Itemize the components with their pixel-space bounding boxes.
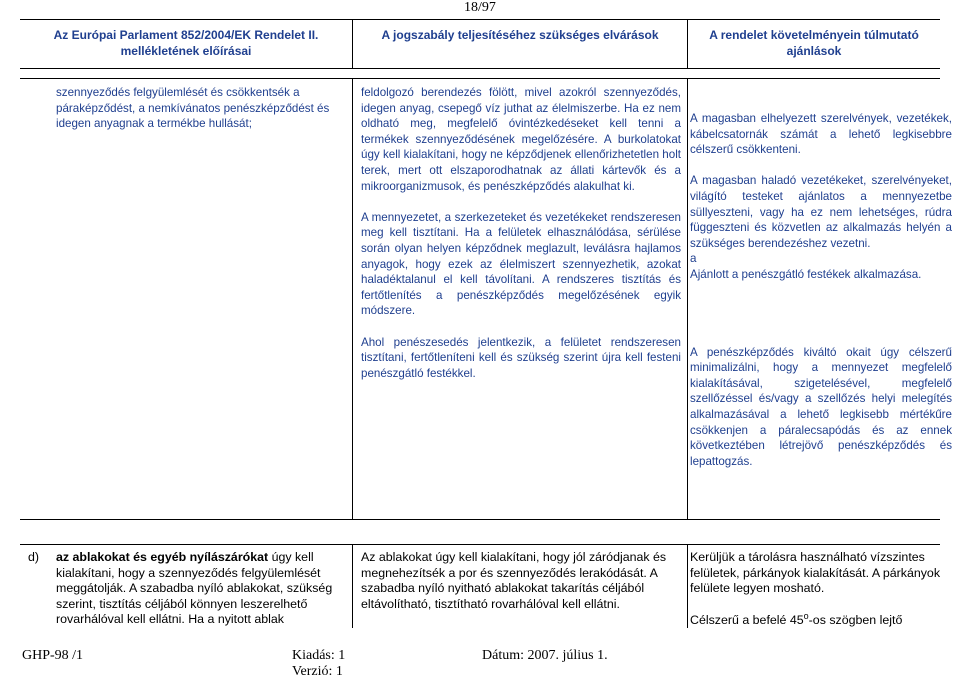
header-top-border (20, 19, 940, 20)
row1-bottom-border (20, 519, 940, 520)
footer-datum: Dátum: 2007. július 1. (482, 648, 608, 663)
row2-recommendations-p1: Kerüljük a tárolásra használható vízszintes felületek, párkányok kialakítását. A párkányok felülete legyen mosható. (690, 550, 941, 596)
row1-recommendations-p4: Ajánlott a penészgátló festékek alkalmazása. (690, 267, 922, 281)
row1-regulation-text: szennyeződés felgyülemlését és csökkentsék a páraképződést, a nemkívánatos penészképződést és idegen anyagnak a termékbe hullását; (56, 86, 330, 131)
row2-recommendations (690, 550, 952, 629)
header-col-expectations: A jogszabály teljesítéséhez szükséges elvárások (381, 28, 659, 42)
row1-expectations-p2: A mennyezetet, a szerkezeteket és vezetékeket rendszeresen meg kell tisztítani. Ha a felületek elhasználódása, sérülése során olyan helyen képződnek meglazult, leválásra hajlamos anyagok, hogy ezek az élelmiszert szennyezhetik, azokat haladéktalanul el kell távolítani. A rendszeres tisztítás és fertőtlenítés a penészképződés megelőzésének egyik módszere. (361, 210, 681, 318)
row2-recommendations-p2: Célszerű a befelé 45$^o$-os szögben lejtő (690, 610, 903, 627)
header-bottom-border (20, 68, 940, 69)
footer-kiadas: Kiadás: 1 (292, 648, 346, 663)
page-number: 18/97 (464, 0, 496, 15)
footer-verzio: Verzió: 1 (292, 664, 343, 679)
header-divider-1 (352, 19, 353, 68)
row2-expectations: Az ablakokat úgy kell kialakítani, hogy jól záródjanak és megnehezítsék a por és szennyeződés lerakódását. A szabadba nyíló nyitható ablakokat takarítás céljából eltávolítható, tisztítható rovarhálóval kell ellátni. (361, 550, 667, 611)
row2-regulation-text (56, 550, 348, 628)
row2-divider-2 (687, 544, 688, 628)
footer-doc-id: GHP-98 /1 (22, 648, 84, 663)
header-col-regulation: Az Európai Parlament 852/2004/EK Rendelet II. mellékletének előírásai (53, 28, 319, 58)
row1-expectations (361, 85, 681, 381)
row1-recommendations (690, 111, 952, 469)
row1-divider-2 (687, 78, 688, 519)
row1-top-border (20, 78, 940, 79)
header-divider-2 (687, 19, 688, 68)
row2-divider-1 (352, 544, 353, 628)
row1-recommendations-p2: A magasban haladó vezetékeket, szerelvényeket, világító testeket ajánlatos a mennyezetbe süllyeszteni, vagy ha ez nem lehetséges, rúdra függeszteni és közvetlen az alkalmazás helyén a szükséges berendezéshez vezetni. (690, 174, 952, 250)
row1-recommendations-p3: a (690, 252, 697, 266)
header-col-recommendations: A rendelet követelményein túlmutató ajánlások (709, 28, 919, 58)
row1-expectations-p1: feldolgozó berendezés fölött, mivel azokról szennyeződés, idegen anyag, csepegő víz juthat az élelmiszerbe. Ha ez nem oldható meg, megfelelő óvintézkedéseket kell tenni a termékek szennyeződésének megelőzésére. A burkolatokat úgy kell kialakítani, hogy ne képződjenek ellenőrizhetetlen holt terek, mert ott elszaporodhatnak az állati kártevők és a mikroorganizmusok, és penészképződés alakulhat ki. (361, 86, 681, 193)
row1-expectations-p3: Ahol penészesedés jelentkezik, a felületet rendszeresen tisztítani, fertőtleníteni kell és szükség szerint újra kell festeni penészgátló festékkel. (361, 335, 681, 380)
row2-bold-subject: az ablakokat és egyéb nyílászárókat (56, 550, 269, 564)
row1-recommendations-p1: A magasban elhelyezett szerelvények, vezetékek, kábelcsatornák számát a lehető legkisebbre célszerű csökkenteni. (690, 112, 952, 157)
row1-recommendations-p5: A penészképződés kiváltó okait úgy célszerű minimalizálni, hogy a mennyezet megfelelő kialakításával, szigetelésével, megfelelő szellőzéssel és/vagy a szellőzés helyi melegítés alkalmazásával a lehető legkisebb mértékűre csökkenjen a páralecsapódás és az ennek következtében létrejövő penészképződés és lepattogzás. (690, 345, 952, 468)
row2-top-border (20, 544, 940, 545)
row2-regulation-rest: úgy kell kialakítani, hogy a szennyeződés felgyülemlését meggátolják. A szabadba nyíló ablakokat, szükség szerint, tisztítás céljából könnyen leszerelhető rovarhálóval kell ellátni. Ha a nyitott ablak (56, 550, 333, 627)
row1-divider-1 (352, 78, 353, 519)
row2-label: d) (28, 550, 40, 564)
